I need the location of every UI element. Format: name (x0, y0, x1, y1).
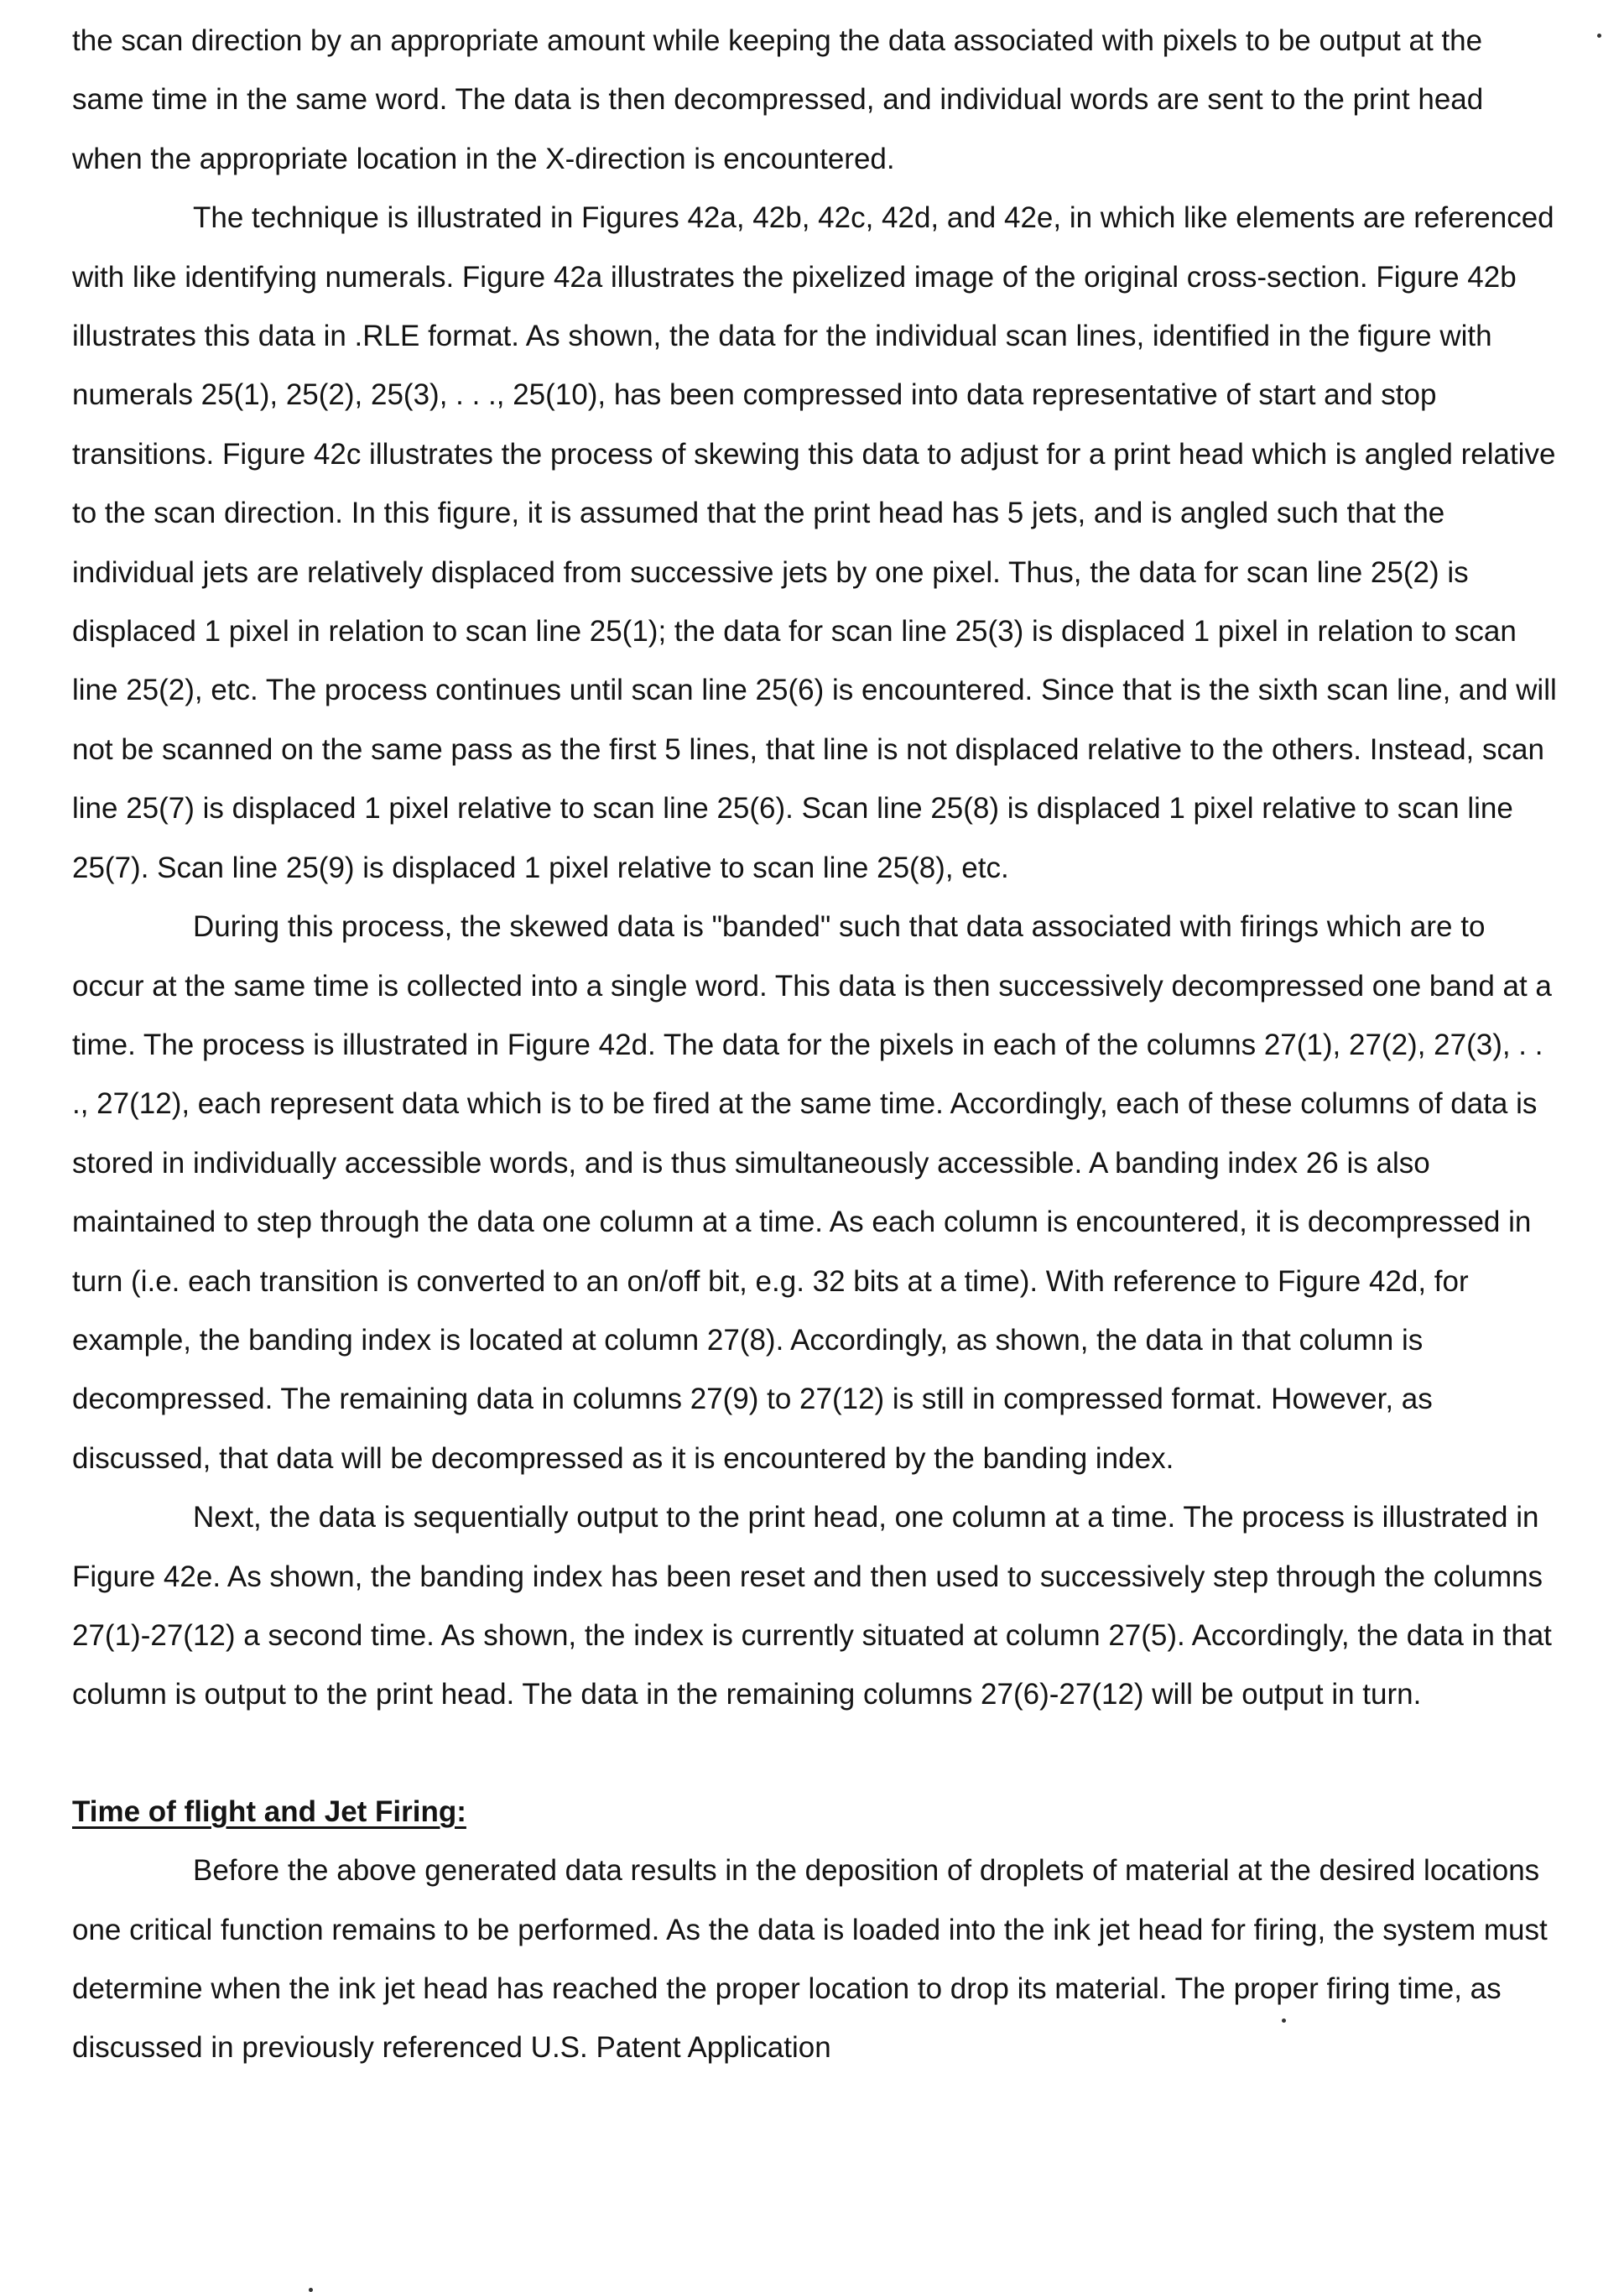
document-page (72, 12, 1557, 2078)
paragraph-technique: The technique is illustrated in Figures 42a, 42b, 42c, 42d, and 42e, in which like elements are referenced with like identifying numerals. Figure 42a illustrates the pixelized image of the original cross-section. Figure 42b illustrates this data in .RLE format. As shown, the data for the individual scan lines, identified in the figure with numerals 25(1), 25(2), 25(3), . . ., 25(10), has been compressed into data representative of start and stop transitions. Figure 42c illustrates the process of skewing this data to adjust for a print head which is angled relative to the scan direction. In this figure, it is assumed that the print head has 5 jets, and is angled such that the individual jets are relatively displaced from successive jets by one pixel. Thus, the data for scan line 25(2) is displaced 1 pixel in relation to scan line 25(1); the data for scan line 25(3) is displaced 1 pixel in relation to scan line 25(2), etc. The process continues until scan line 25(6) is encountered. Since that is the sixth scan line, and will not be scanned on the same pass as the first 5 lines, that line is not displaced relative to the others. Instead, scan line 25(7) is displaced 1 pixel relative to scan line 25(6). Scan line 25(8) is displaced 1 pixel relative to scan line 25(7). Scan line 25(9) is displaced 1 pixel relative to scan line 25(8), etc. (72, 189, 1557, 898)
paragraph-intro: the scan direction by an appropriate amount while keeping the data associated with pixels to be output at the same time in the same word. The data is then decompressed, and individual words are sent to the print head when the appropriate location in the X-direction is encountered. (72, 12, 1557, 189)
scan-speck-top-right (1597, 34, 1601, 38)
scan-speck-bottom (309, 2288, 313, 2292)
paragraph-time-of-flight: Before the above generated data results in the deposition of droplets of material at the desired locations one critical function remains to be performed. As the data is loaded into the ink jet head for firing, the system must determine when the ink jet head has reached the proper location to drop its material. The proper firing time, as discussed in previously referenced U.S. Patent Application (72, 1841, 1557, 2078)
paragraph-banding: During this process, the skewed data is "banded" such that data associated with firings which are to occur at the same time is collected into a single word. This data is then successively decompressed one band at a time. The process is illustrated in Figure 42d. The data for the pixels in each of the columns 27(1), 27(2), 27(3), . . ., 27(12), each represent data which is to be fired at the same time. Accordingly, each of these columns of data is stored in individually accessible words, and is thus simultaneously accessible. A banding index 26 is also maintained to step through the data one column at a time. As each column is encountered, it is decompressed in turn (i.e. each transition is converted to an on/off bit, e.g. 32 bits at a time). With reference to Figure 42d, for example, the banding index is located at column 27(8). Accordingly, as shown, the data in that column is decompressed. The remaining data in columns 27(9) to 27(12) is still in compressed format. However, as discussed, that data will be decompressed as it is encountered by the banding index. (72, 898, 1557, 1488)
section-heading: Time of flight and Jet Firing: (72, 1783, 1557, 1841)
paragraph-output: Next, the data is sequentially output to the print head, one column at a time. The process is illustrated in Figure 42e. As shown, the banding index has been reset and then used to successively step through the columns 27(1)-27(12) a second time. As shown, the index is currently situated at column 27(5). Accordingly, the data in that column is output to the print head. The data in the remaining columns 27(6)-27(12) will be output in turn. (72, 1488, 1557, 1725)
scan-speck-heading (1282, 2019, 1286, 2023)
